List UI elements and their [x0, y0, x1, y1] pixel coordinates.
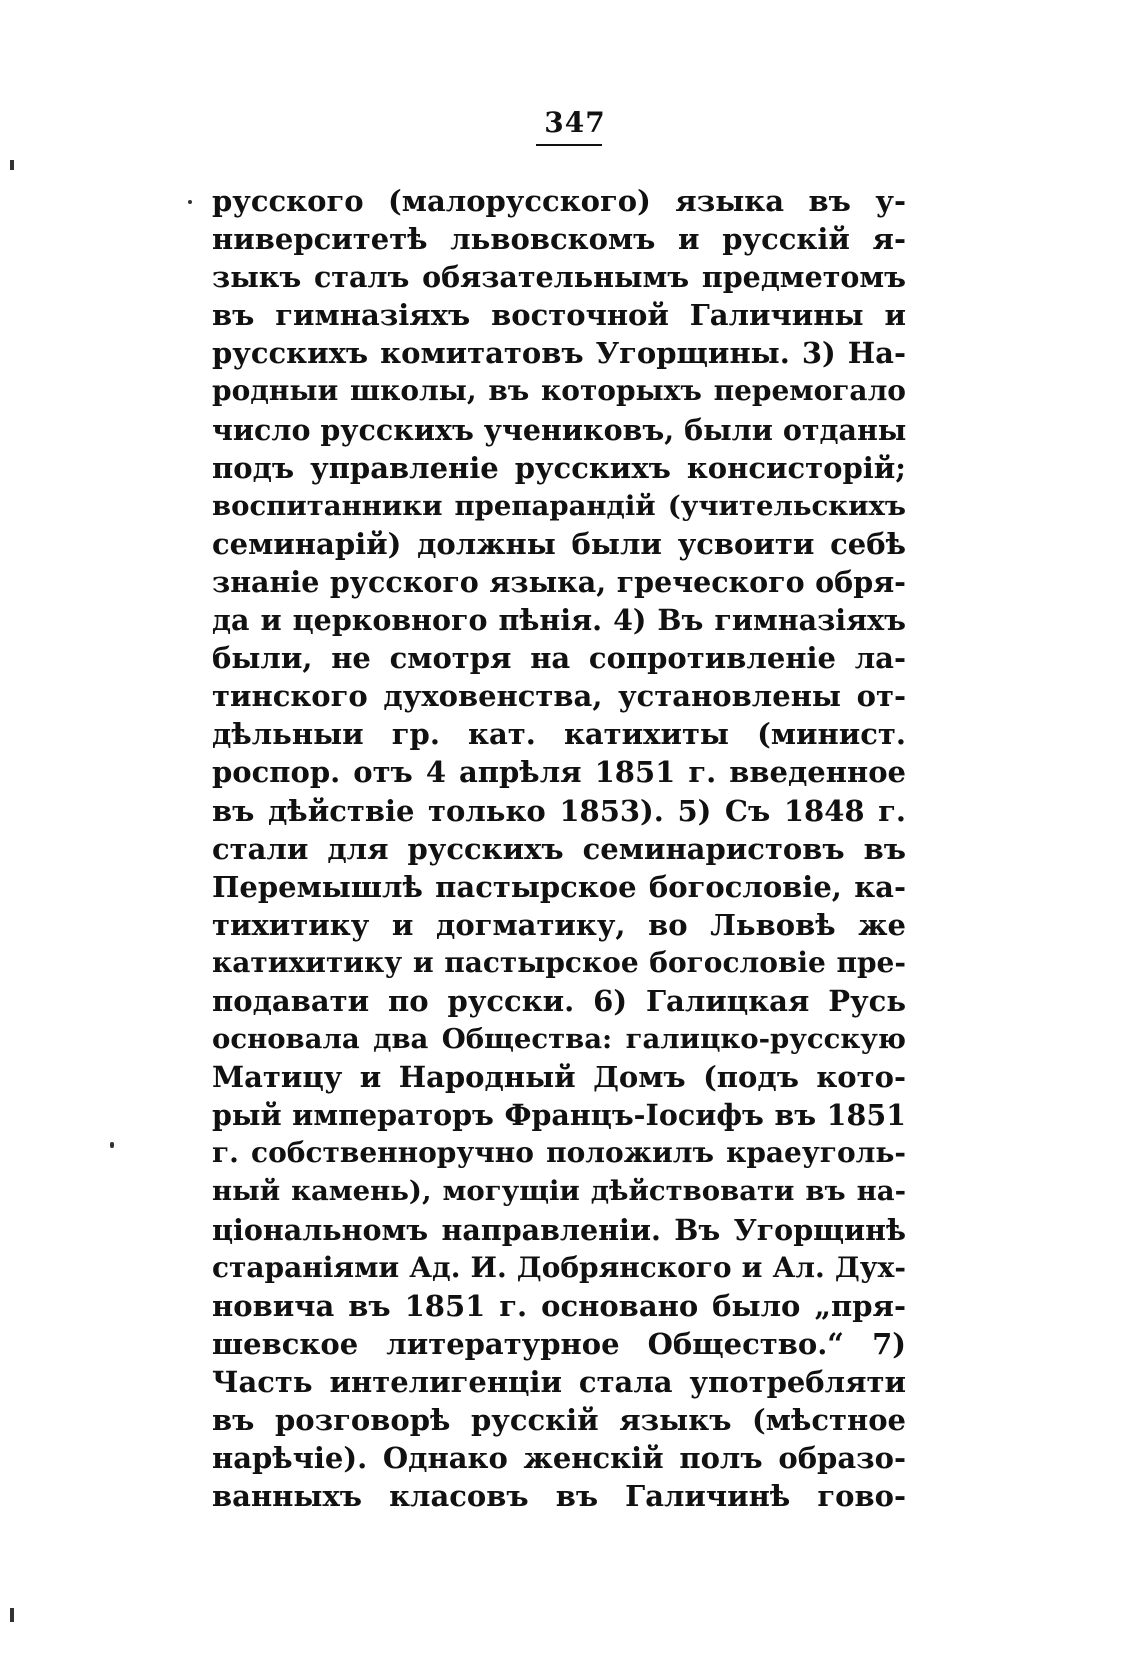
text-line: катихитику и пастырское богословіе пре-: [212, 945, 906, 979]
text-line: ванныхъ класовъ въ Галичинѣ гово-: [212, 1479, 906, 1514]
text-line: въ гимназіяхъ восточной Галичины и: [212, 298, 906, 333]
text-line: ниверситетѣ львовскомъ и русскій я-: [212, 222, 906, 257]
text-line: русского (малорусского) языка въ у-: [212, 184, 906, 218]
text-line: дѣльныи гр. кат. катихиты (минист.: [212, 717, 906, 752]
text-line: тинского духовенства, установлены от-: [212, 679, 906, 714]
text-line: родныи школы, въ которыхъ перемогало: [212, 374, 906, 408]
text-line: рый императоръ Францъ-Іосифъ въ 1851: [212, 1098, 906, 1133]
body-text: [212, 182, 906, 1515]
text-line: нарѣчіе). Однако женскій полъ образо-: [212, 1441, 906, 1476]
text-line: зыкъ сталъ обязательнымъ предметомъ: [212, 260, 906, 295]
page-number: 347: [544, 106, 606, 139]
text-line: роспор. отъ 4 апрѣля 1851 г. введенное: [212, 755, 906, 790]
page-number-rule: [536, 144, 602, 146]
text-line: новича въ 1851 г. основано было „пря-: [212, 1288, 906, 1323]
margin-speck: [110, 1142, 114, 1148]
text-line: Часть интелигенціи стала употребляти: [212, 1364, 906, 1399]
margin-speck: [10, 1608, 14, 1622]
text-line: семинарій) должны были усвоити себѣ: [212, 526, 906, 561]
text-line: русскихъ комитатовъ Угорщины. 3) На-: [212, 336, 906, 371]
text-line: Матицу и Народный Домъ (подъ кото-: [212, 1060, 906, 1095]
margin-speck: [10, 160, 14, 170]
text-line: ціональномъ направленіи. Въ Угорщинѣ: [212, 1212, 906, 1247]
text-line: были, не смотря на сопротивленіе ла-: [212, 641, 906, 676]
text-line: основала два Общества: галицко-русскую: [212, 1023, 906, 1056]
text-line: подъ управленіе русскихъ консисторій;: [212, 450, 906, 485]
text-line: знаніе русского языка, греческого обря-: [212, 564, 906, 599]
text-line: число русскихъ учениковъ, были отданы: [212, 412, 906, 447]
text-line: Перемышлѣ пастырское богословіе, ка-: [212, 869, 906, 904]
text-line: воспитанники препарандій (учительскихъ: [212, 489, 906, 522]
text-line: стали для русскихъ семинаристовъ въ: [212, 831, 906, 866]
text-line: шевское литературное Общество.“ 7): [212, 1326, 906, 1361]
text-line: подавати по русски. 6) Галицкая Русь: [212, 983, 906, 1018]
text-line: г. собственноручно положилъ краеуголь-: [212, 1136, 906, 1170]
text-line: въ дѣйствіе только 1853). 5) Съ 1848 г.: [212, 793, 906, 828]
margin-speck: [188, 200, 192, 204]
text-line: тихитику и догматику, во Львовѣ же: [212, 907, 906, 942]
text-line: ный камень), могущіи дѣйствовати въ на-: [212, 1175, 906, 1208]
text-line: да и церковного пѣнія. 4) Въ гимназіяхъ: [212, 603, 906, 638]
text-line: въ розговорѣ русскій языкъ (мѣстное: [212, 1403, 906, 1437]
text-line: стараніями Ад. И. Добрянского и Ал. Дух-: [212, 1250, 906, 1284]
